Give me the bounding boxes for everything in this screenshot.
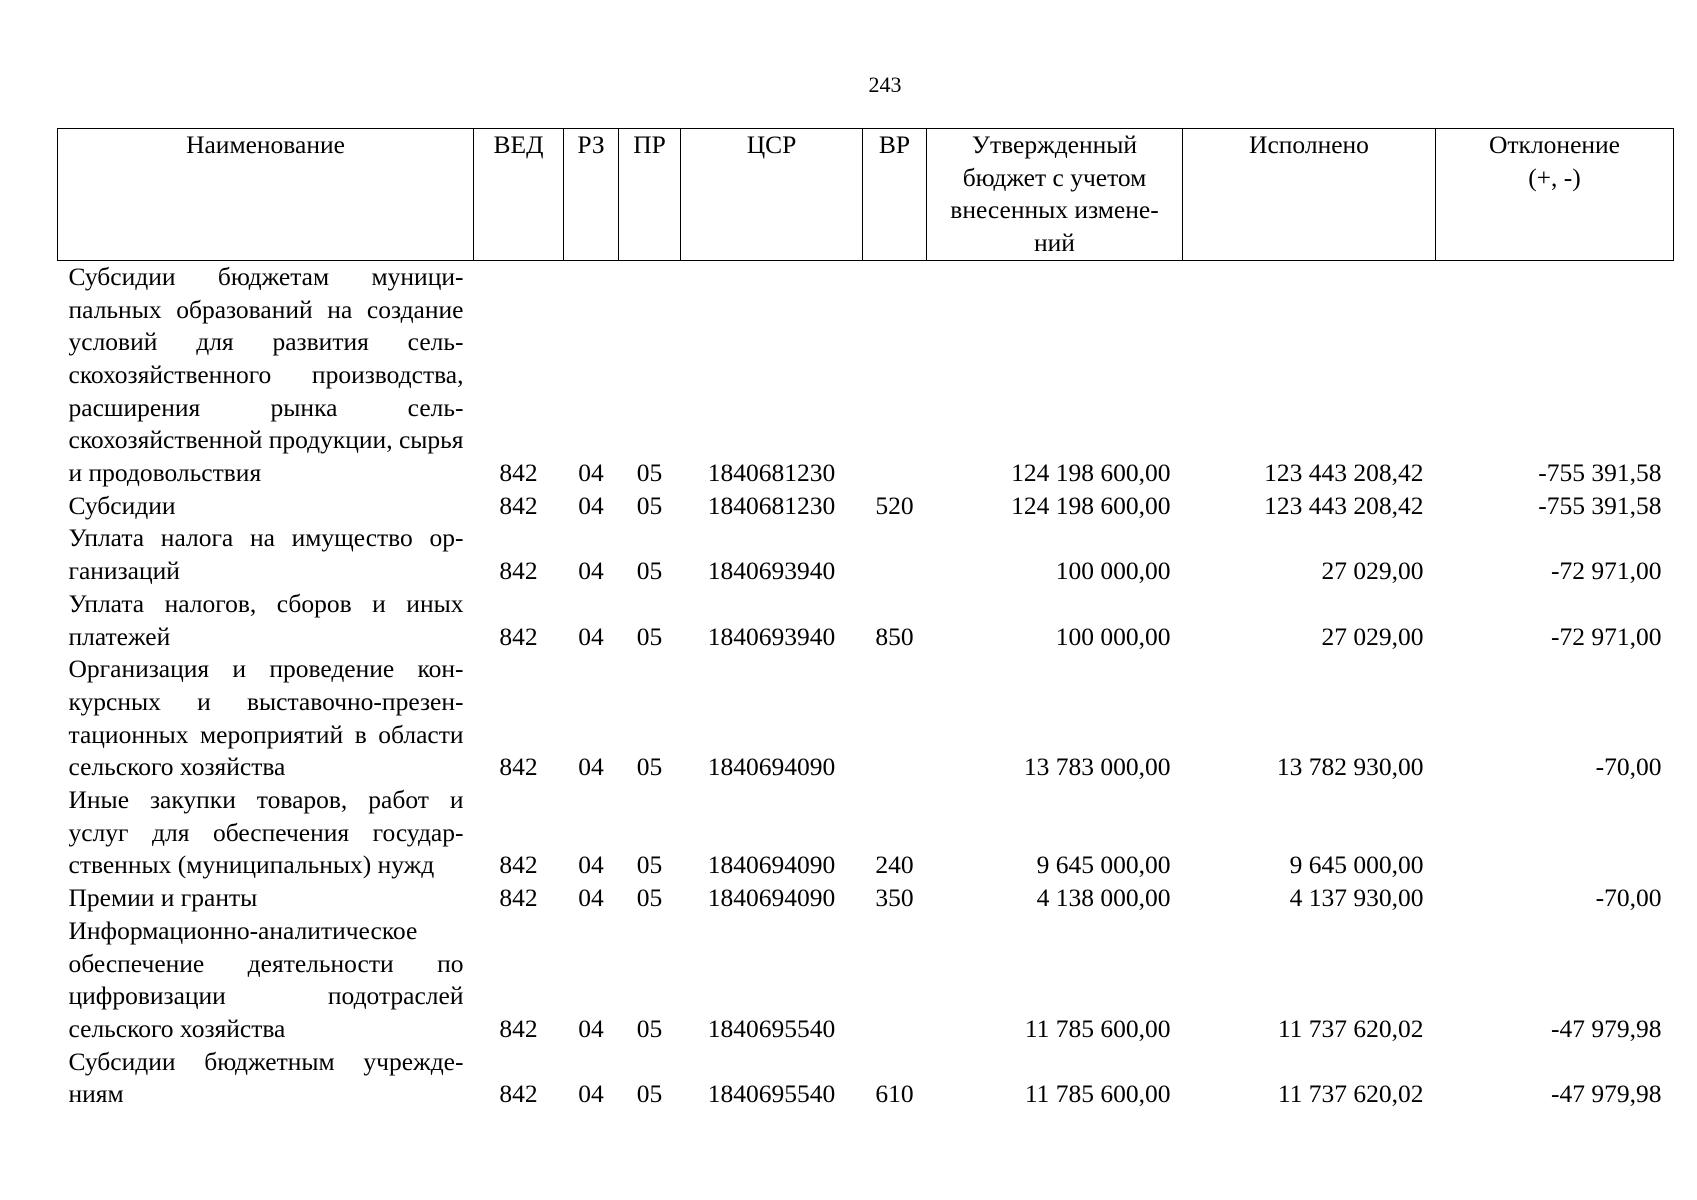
cell-vr: 520	[875, 490, 914, 520]
cell-vr	[863, 915, 927, 1046]
table-row	[58, 522, 1674, 587]
cell-pr: 05	[636, 752, 663, 782]
header-ved: ВЕД	[474, 129, 564, 261]
cell-name: Уплата налогов, сборов и иных платежей	[68, 588, 464, 651]
page-number: 243	[868, 72, 902, 97]
cell-pr: 05	[636, 458, 663, 488]
table-row	[58, 784, 1674, 882]
cell-executed: 11 737 620,02	[1277, 1013, 1424, 1043]
cell-approved: 9 645 000,00	[1036, 850, 1171, 880]
cell-executed: 27 029,00	[1321, 621, 1424, 651]
cell-ved: 842	[499, 458, 538, 488]
cell-csr: 1840694090	[707, 883, 836, 913]
header-csr: ЦСР	[681, 129, 863, 261]
cell-deviation: -755 391,58	[1538, 490, 1662, 520]
header-pr: ПР	[619, 129, 681, 261]
cell-deviation: -47 979,98	[1551, 1079, 1662, 1109]
cell-pr: 05	[636, 490, 663, 520]
cell-vr	[863, 653, 927, 784]
cell-vr: 610	[875, 1079, 914, 1109]
cell-csr: 1840694090	[707, 850, 836, 880]
cell-rz: 04	[578, 621, 604, 651]
cell-name: Субсидии бюджетам муниципальных образований на создание условий для развития сельскохозяйственного производства, расширения рынка сельскохозяйственной продукции, сырья и продовольствия	[68, 261, 464, 488]
header-deviation: Отклонение (+, -)	[1436, 129, 1674, 261]
table-row	[58, 1046, 1674, 1111]
cell-name: Уплата налога на имущество организаций	[68, 523, 464, 586]
cell-rz: 04	[578, 490, 604, 520]
cell-rz: 04	[578, 1079, 604, 1109]
cell-executed: 4 137 930,00	[1289, 883, 1424, 913]
cell-pr: 05	[636, 1013, 663, 1043]
cell-csr: 1840695540	[707, 1013, 836, 1043]
cell-deviation: -70,00	[1595, 752, 1662, 782]
table-row	[58, 915, 1674, 1046]
cell-pr: 05	[636, 621, 663, 651]
cell-ved: 842	[499, 752, 538, 782]
cell-csr: 1840693940	[707, 621, 836, 651]
header-vr: ВР	[863, 129, 927, 261]
cell-deviation: -755 391,58	[1538, 458, 1662, 488]
cell-deviation: -47 979,98	[1551, 1013, 1662, 1043]
cell-vr	[863, 522, 927, 587]
cell-name: Субсидии	[68, 490, 176, 520]
cell-approved: 13 783 000,00	[1023, 752, 1171, 782]
cell-executed: 13 782 930,00	[1276, 752, 1424, 782]
cell-rz: 04	[578, 1013, 604, 1043]
cell-deviation: -72 971,00	[1551, 556, 1662, 586]
cell-name: Субсидии бюджетным учреждениям	[68, 1046, 464, 1109]
table-row	[58, 653, 1674, 784]
cell-deviation: -70,00	[1595, 883, 1662, 913]
cell-approved: 11 785 600,00	[1024, 1079, 1171, 1109]
cell-executed: 27 029,00	[1321, 556, 1424, 586]
cell-csr: 1840693940	[707, 556, 836, 586]
table-row	[58, 260, 1674, 489]
cell-approved: 124 198 600,00	[1011, 458, 1171, 488]
cell-executed: 9 645 000,00	[1289, 850, 1424, 880]
cell-csr: 1840694090	[707, 752, 836, 782]
cell-executed: 11 737 620,02	[1277, 1079, 1424, 1109]
cell-rz: 04	[578, 556, 604, 586]
cell-pr: 05	[636, 556, 663, 586]
cell-ved: 842	[499, 490, 538, 520]
cell-ved: 842	[499, 850, 538, 880]
cell-ved: 842	[499, 556, 538, 586]
cell-ved: 842	[499, 883, 538, 913]
cell-name: Организация и проведение конкурсных и выставочно-презентационных мероприятий в области сельского хозяйства	[68, 654, 464, 782]
cell-approved: 100 000,00	[1055, 556, 1171, 586]
cell-name: Информационно-аналитическое обеспечение деятельности по цифровизации подотраслей сельского хозяйства	[68, 915, 464, 1043]
cell-pr: 05	[636, 883, 663, 913]
table-row	[58, 588, 1674, 653]
cell-deviation: -72 971,00	[1551, 621, 1662, 651]
cell-rz: 04	[578, 458, 604, 488]
cell-rz: 04	[578, 883, 604, 913]
cell-executed: 123 443 208,42	[1264, 458, 1424, 488]
header-rz: РЗ	[564, 129, 619, 261]
cell-executed: 123 443 208,42	[1264, 490, 1424, 520]
header-name: Наименование	[58, 129, 474, 261]
cell-deviation	[1436, 784, 1674, 882]
cell-vr: 350	[875, 883, 914, 913]
cell-ved: 842	[499, 1079, 538, 1109]
table-header-row	[58, 129, 1674, 261]
cell-vr	[863, 260, 927, 489]
cell-pr: 05	[636, 850, 663, 880]
cell-ved: 842	[499, 1013, 538, 1043]
cell-pr: 05	[636, 1079, 663, 1109]
cell-approved: 4 138 000,00	[1036, 883, 1171, 913]
table-row	[58, 882, 1674, 915]
cell-vr: 240	[875, 850, 914, 880]
cell-csr: 1840681230	[707, 490, 836, 520]
table-row	[58, 490, 1674, 523]
cell-ved: 842	[499, 621, 538, 651]
cell-csr: 1840681230	[707, 458, 836, 488]
cell-approved: 124 198 600,00	[1011, 490, 1171, 520]
cell-vr: 850	[875, 621, 914, 651]
cell-name: Иные закупки товаров, работ и услуг для обеспечения государственных (муниципальных) нужд	[68, 785, 464, 880]
cell-approved: 11 785 600,00	[1024, 1013, 1171, 1043]
cell-csr: 1840695540	[707, 1079, 836, 1109]
cell-rz: 04	[578, 752, 604, 782]
cell-rz: 04	[578, 850, 604, 880]
cell-name: Премии и гранты	[68, 883, 258, 913]
header-approved: Утвержденный бюджет с учетом внесенных измене- ний	[927, 129, 1183, 261]
budget-table	[57, 128, 1674, 1111]
header-executed: Исполнено	[1183, 129, 1436, 261]
cell-approved: 100 000,00	[1055, 621, 1171, 651]
